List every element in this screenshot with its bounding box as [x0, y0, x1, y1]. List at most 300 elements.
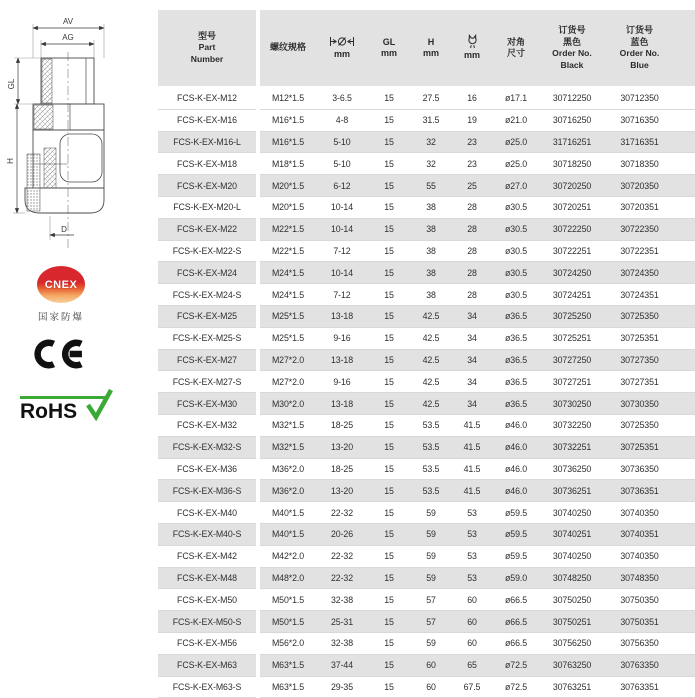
- cell-wrench-size: 23: [452, 153, 492, 175]
- cell-wrench-size: 34: [452, 327, 492, 349]
- cell-gl: 15: [368, 109, 410, 131]
- cell-h: 38: [410, 284, 452, 306]
- cell-gl: 15: [368, 589, 410, 611]
- cell-h: 57: [410, 611, 452, 633]
- col-header-thread-spec: [260, 10, 316, 87]
- cell-clamp-range: 10-14: [316, 218, 368, 240]
- header-row: [158, 10, 695, 87]
- cell-order-black: 30722251: [540, 240, 610, 262]
- cell-order-black: 30720250: [540, 175, 610, 197]
- cell-wrench-size: 41.5: [452, 480, 492, 502]
- cell-thread-spec: M16*1.5: [260, 109, 316, 131]
- cell-gl: 15: [368, 305, 410, 327]
- cell-order-black: 30740251: [540, 523, 610, 545]
- cell-wrench-size: 28: [452, 240, 492, 262]
- table-row: [158, 654, 695, 676]
- cell-diagonal: ø30.5: [492, 240, 540, 262]
- cell-part-number: FCS-K-EX-M56: [158, 632, 256, 654]
- cell-order-blue: 30718350: [610, 153, 695, 175]
- cell-diagonal: ø72.5: [492, 654, 540, 676]
- table-row: [158, 327, 695, 349]
- cell-part-number: FCS-K-EX-M48: [158, 567, 256, 589]
- cell-clamp-range: 18-25: [316, 414, 368, 436]
- cell-part-number: FCS-K-EX-M25-S: [158, 327, 256, 349]
- cell-thread-spec: M32*1.5: [260, 414, 316, 436]
- technical-drawing: [0, 4, 158, 262]
- cell-wrench-size: 34: [452, 305, 492, 327]
- cell-order-blue: 30750351: [610, 611, 695, 633]
- cell-clamp-range: 18-25: [316, 458, 368, 480]
- spec-table: [158, 10, 695, 698]
- rohs-check-icon: [84, 387, 114, 421]
- table-row: [158, 458, 695, 480]
- cell-order-blue: 30720351: [610, 196, 695, 218]
- cell-thread-spec: M20*1.5: [260, 196, 316, 218]
- cell-gl: 15: [368, 327, 410, 349]
- cnex-text: CNEX: [44, 278, 78, 291]
- header-clamp-unit: mm: [333, 49, 350, 60]
- cell-clamp-range: 32-38: [316, 632, 368, 654]
- header-gl: GL: [382, 36, 396, 47]
- cell-thread-spec: M36*2.0: [260, 480, 316, 502]
- cell-diagonal: ø30.5: [492, 218, 540, 240]
- cell-diagonal: ø66.5: [492, 611, 540, 633]
- cell-gl: 15: [368, 502, 410, 524]
- header-diag-zh1: 对角: [506, 36, 525, 47]
- col-header-diagonal: [492, 10, 540, 87]
- cell-h: 59: [410, 502, 452, 524]
- cell-order-blue: 30716350: [610, 109, 695, 131]
- table-row: [158, 87, 695, 109]
- cell-order-black: 30730250: [540, 393, 610, 415]
- cell-order-black: 30732251: [540, 436, 610, 458]
- cell-h: 27.5: [410, 87, 452, 109]
- cell-order-black: 30736251: [540, 480, 610, 502]
- cell-part-number: FCS-K-EX-M25: [158, 305, 256, 327]
- cell-order-blue: 30725350: [610, 414, 695, 436]
- cell-diagonal: ø30.5: [492, 196, 540, 218]
- col-header-wrench: [452, 10, 492, 87]
- cell-h: 59: [410, 523, 452, 545]
- cell-order-blue: 31716351: [610, 131, 695, 153]
- header-wrench-unit: mm: [463, 50, 480, 61]
- table-row: [158, 349, 695, 371]
- cell-thread-spec: M63*1.5: [260, 676, 316, 698]
- cell-clamp-range: 29-35: [316, 676, 368, 698]
- cell-thread-spec: M63*1.5: [260, 654, 316, 676]
- cell-order-blue: 30725350: [610, 305, 695, 327]
- table-row: [158, 676, 695, 698]
- cell-clamp-range: 13-18: [316, 305, 368, 327]
- col-header-clamp-range: [316, 10, 368, 87]
- cell-thread-spec: M18*1.5: [260, 153, 316, 175]
- table-row: [158, 284, 695, 306]
- cell-thread-spec: M32*1.5: [260, 436, 316, 458]
- cell-clamp-range: 6-12: [316, 175, 368, 197]
- header-black-zh2: 黑色: [562, 36, 581, 47]
- cell-thread-spec: M42*2.0: [260, 545, 316, 567]
- cell-wrench-size: 53: [452, 545, 492, 567]
- cell-wrench-size: 34: [452, 371, 492, 393]
- cell-diagonal: ø25.0: [492, 153, 540, 175]
- cell-wrench-size: 65: [452, 654, 492, 676]
- cell-thread-spec: M27*2.0: [260, 371, 316, 393]
- cell-gl: 15: [368, 131, 410, 153]
- cell-clamp-range: 22-32: [316, 502, 368, 524]
- header-black-zh1: 订货号: [558, 25, 586, 35]
- cell-part-number: FCS-K-EX-M27-S: [158, 371, 256, 393]
- cell-part-number: FCS-K-EX-M30: [158, 393, 256, 415]
- cell-wrench-size: 28: [452, 196, 492, 218]
- cell-gl: 15: [368, 87, 410, 109]
- cell-h: 32: [410, 153, 452, 175]
- cell-order-blue: 30722351: [610, 240, 695, 262]
- table-row: [158, 218, 695, 240]
- cell-wrench-size: 34: [452, 349, 492, 371]
- cell-wrench-size: 60: [452, 611, 492, 633]
- table-row: [158, 305, 695, 327]
- table-row: [158, 414, 695, 436]
- cell-part-number: FCS-K-EX-M50-S: [158, 611, 256, 633]
- cell-part-number: FCS-K-EX-M27: [158, 349, 256, 371]
- cell-diagonal: ø36.5: [492, 371, 540, 393]
- cell-diagonal: ø36.5: [492, 349, 540, 371]
- header-part-en1: Part: [198, 42, 216, 53]
- cell-wrench-size: 41.5: [452, 458, 492, 480]
- cell-h: 32: [410, 131, 452, 153]
- cell-order-blue: 30763350: [610, 654, 695, 676]
- cell-order-blue: 30725351: [610, 327, 695, 349]
- cell-part-number: FCS-K-EX-M40-S: [158, 523, 256, 545]
- cell-part-number: FCS-K-EX-M36: [158, 458, 256, 480]
- cnex-oval: [37, 266, 85, 303]
- cell-thread-spec: M12*1.5: [260, 87, 316, 109]
- clamp-range-icon: [329, 35, 355, 48]
- cell-gl: 15: [368, 414, 410, 436]
- cell-diagonal: ø17.1: [492, 87, 540, 109]
- cell-diagonal: ø46.0: [492, 458, 540, 480]
- cell-wrench-size: 60: [452, 632, 492, 654]
- cell-h: 42.5: [410, 393, 452, 415]
- cell-h: 55: [410, 175, 452, 197]
- cell-order-black: 30722250: [540, 218, 610, 240]
- cell-part-number: FCS-K-EX-M36-S: [158, 480, 256, 502]
- cell-wrench-size: 19: [452, 109, 492, 131]
- cell-clamp-range: 32-38: [316, 589, 368, 611]
- dim-label-h: H: [6, 158, 15, 164]
- wrench-icon: [465, 34, 480, 49]
- cell-wrench-size: 60: [452, 589, 492, 611]
- cell-h: 60: [410, 654, 452, 676]
- cell-wrench-size: 67.5: [452, 676, 492, 698]
- col-header-order-black: [540, 10, 610, 87]
- cell-h: 53.5: [410, 458, 452, 480]
- col-header-part-number: [158, 10, 256, 87]
- cell-order-blue: 30763351: [610, 676, 695, 698]
- cell-thread-spec: M20*1.5: [260, 175, 316, 197]
- cell-order-black: 31716251: [540, 131, 610, 153]
- cell-order-black: 30740250: [540, 545, 610, 567]
- cell-thread-spec: M22*1.5: [260, 218, 316, 240]
- cell-clamp-range: 5-10: [316, 153, 368, 175]
- header-thread: 螺纹规格: [269, 42, 306, 53]
- table-row: [158, 502, 695, 524]
- cell-wrench-size: 53: [452, 567, 492, 589]
- cell-clamp-range: 13-18: [316, 349, 368, 371]
- header-black-en2: Black: [560, 59, 584, 70]
- cell-diagonal: ø30.5: [492, 284, 540, 306]
- cell-gl: 15: [368, 240, 410, 262]
- cell-h: 59: [410, 632, 452, 654]
- cell-wrench-size: 28: [452, 262, 492, 284]
- cell-order-blue: 30730350: [610, 393, 695, 415]
- cell-order-blue: 30740350: [610, 502, 695, 524]
- cell-wrench-size: 34: [452, 393, 492, 415]
- rohs-text: RoHS: [20, 400, 78, 423]
- cell-diagonal: ø59.5: [492, 523, 540, 545]
- cell-clamp-range: 22-32: [316, 545, 368, 567]
- cell-part-number: FCS-K-EX-M63: [158, 654, 256, 676]
- cell-diagonal: ø25.0: [492, 131, 540, 153]
- cell-clamp-range: 10-14: [316, 262, 368, 284]
- cell-part-number: FCS-K-EX-M20-L: [158, 196, 256, 218]
- header-h: H: [427, 36, 435, 47]
- cell-thread-spec: M25*1.5: [260, 305, 316, 327]
- cell-part-number: FCS-K-EX-M24-S: [158, 284, 256, 306]
- cell-diagonal: ø36.5: [492, 393, 540, 415]
- cell-h: 38: [410, 240, 452, 262]
- cell-wrench-size: 53: [452, 523, 492, 545]
- cell-clamp-range: 9-16: [316, 327, 368, 349]
- cell-clamp-range: 3-6.5: [316, 87, 368, 109]
- cell-gl: 15: [368, 393, 410, 415]
- cell-clamp-range: 9-16: [316, 371, 368, 393]
- cell-clamp-range: 10-14: [316, 196, 368, 218]
- cell-order-black: 30736250: [540, 458, 610, 480]
- dim-label-gl: GL: [7, 78, 16, 90]
- cell-gl: 15: [368, 523, 410, 545]
- cell-part-number: FCS-K-EX-M32-S: [158, 436, 256, 458]
- table-row: [158, 611, 695, 633]
- cell-order-black: 30712250: [540, 87, 610, 109]
- cell-diagonal: ø72.5: [492, 676, 540, 698]
- col-header-gl: [368, 10, 410, 87]
- cell-gl: 15: [368, 262, 410, 284]
- cell-wrench-size: 53: [452, 502, 492, 524]
- cell-order-black: 30718250: [540, 153, 610, 175]
- cell-clamp-range: 37-44: [316, 654, 368, 676]
- cell-diagonal: ø66.5: [492, 589, 540, 611]
- cell-gl: 15: [368, 284, 410, 306]
- cell-h: 38: [410, 262, 452, 284]
- cell-diagonal: ø59.0: [492, 567, 540, 589]
- cell-clamp-range: 20-26: [316, 523, 368, 545]
- cell-clamp-range: 22-32: [316, 567, 368, 589]
- cell-part-number: FCS-K-EX-M40: [158, 502, 256, 524]
- cell-thread-spec: M56*2.0: [260, 632, 316, 654]
- spec-table-wrap: [158, 10, 695, 698]
- cell-order-black: 30748250: [540, 567, 610, 589]
- cell-diagonal: ø46.0: [492, 436, 540, 458]
- cell-gl: 15: [368, 676, 410, 698]
- rohs-logo: [20, 396, 106, 424]
- cell-order-blue: 30736350: [610, 458, 695, 480]
- header-blue-en1: Order No.: [619, 48, 660, 58]
- cell-thread-spec: M40*1.5: [260, 523, 316, 545]
- cell-order-blue: 30724351: [610, 284, 695, 306]
- cell-h: 42.5: [410, 371, 452, 393]
- cell-order-blue: 30725351: [610, 436, 695, 458]
- cell-order-blue: 30750350: [610, 589, 695, 611]
- cell-gl: 15: [368, 458, 410, 480]
- cell-diagonal: ø36.5: [492, 305, 540, 327]
- table-body: [158, 87, 695, 698]
- cell-wrench-size: 23: [452, 131, 492, 153]
- cell-thread-spec: M24*1.5: [260, 284, 316, 306]
- cell-order-blue: 30748350: [610, 567, 695, 589]
- cell-part-number: FCS-K-EX-M22: [158, 218, 256, 240]
- cell-h: 31.5: [410, 109, 452, 131]
- cell-wrench-size: 41.5: [452, 414, 492, 436]
- table-row: [158, 175, 695, 197]
- cell-order-blue: 30740351: [610, 523, 695, 545]
- table-row: [158, 196, 695, 218]
- table-row: [158, 262, 695, 284]
- table-row: [158, 589, 695, 611]
- cell-gl: 15: [368, 632, 410, 654]
- header-blue-zh2: 蓝色: [630, 36, 649, 47]
- cell-clamp-range: 13-18: [316, 393, 368, 415]
- cell-thread-spec: M16*1.5: [260, 131, 316, 153]
- cell-clamp-range: 7-12: [316, 284, 368, 306]
- cell-h: 53.5: [410, 414, 452, 436]
- cell-order-black: 30756250: [540, 632, 610, 654]
- cell-clamp-range: 4-8: [316, 109, 368, 131]
- cell-part-number: FCS-K-EX-M32: [158, 414, 256, 436]
- header-blue-en2: Blue: [630, 59, 649, 70]
- header-part-en2: Number: [190, 53, 224, 64]
- cell-wrench-size: 16: [452, 87, 492, 109]
- cell-order-black: 30716250: [540, 109, 610, 131]
- cell-h: 53.5: [410, 480, 452, 502]
- cell-thread-spec: M40*1.5: [260, 502, 316, 524]
- cell-order-black: 30727251: [540, 371, 610, 393]
- cell-order-black: 30724251: [540, 284, 610, 306]
- cnex-logo: [26, 266, 96, 323]
- cell-gl: 15: [368, 611, 410, 633]
- cell-part-number: FCS-K-EX-M16-L: [158, 131, 256, 153]
- header-diag-zh2: 尺寸: [506, 48, 525, 58]
- cell-h: 42.5: [410, 305, 452, 327]
- cell-h: 57: [410, 589, 452, 611]
- cell-thread-spec: M27*2.0: [260, 349, 316, 371]
- cell-order-blue: 30712350: [610, 87, 695, 109]
- cell-order-black: 30720251: [540, 196, 610, 218]
- col-header-order-blue: [610, 10, 695, 87]
- cell-order-blue: 30756350: [610, 632, 695, 654]
- cell-gl: 15: [368, 218, 410, 240]
- cell-order-blue: 30727350: [610, 349, 695, 371]
- cell-diagonal: ø46.0: [492, 414, 540, 436]
- table-row: [158, 436, 695, 458]
- cell-part-number: FCS-K-EX-M16: [158, 109, 256, 131]
- cell-part-number: FCS-K-EX-M63-S: [158, 676, 256, 698]
- cell-order-blue: 30727351: [610, 371, 695, 393]
- header-black-en1: Order No.: [552, 48, 592, 58]
- cell-part-number: FCS-K-EX-M18: [158, 153, 256, 175]
- cell-gl: 15: [368, 654, 410, 676]
- header-part-zh: 型号: [197, 30, 216, 41]
- header-blue-zh1: 订货号: [625, 25, 653, 35]
- table-row: [158, 480, 695, 502]
- table-row: [158, 153, 695, 175]
- cell-clamp-range: 5-10: [316, 131, 368, 153]
- table-row: [158, 109, 695, 131]
- cell-thread-spec: M50*1.5: [260, 611, 316, 633]
- table-row: [158, 632, 695, 654]
- cell-gl: 15: [368, 371, 410, 393]
- cell-order-blue: 30722350: [610, 218, 695, 240]
- cell-h: 38: [410, 218, 452, 240]
- cell-part-number: FCS-K-EX-M24: [158, 262, 256, 284]
- cell-diagonal: ø59.5: [492, 502, 540, 524]
- cell-gl: 15: [368, 153, 410, 175]
- col-header-h: [410, 10, 452, 87]
- table-row: [158, 393, 695, 415]
- cell-part-number: FCS-K-EX-M20: [158, 175, 256, 197]
- cell-thread-spec: M36*2.0: [260, 458, 316, 480]
- table-row: [158, 240, 695, 262]
- table-row: [158, 371, 695, 393]
- cell-thread-spec: M25*1.5: [260, 327, 316, 349]
- cell-part-number: FCS-K-EX-M42: [158, 545, 256, 567]
- cell-thread-spec: M48*2.0: [260, 567, 316, 589]
- table-row: [158, 131, 695, 153]
- cell-diagonal: ø59.5: [492, 545, 540, 567]
- cell-order-black: 30740250: [540, 502, 610, 524]
- cell-gl: 15: [368, 349, 410, 371]
- cell-order-black: 30724250: [540, 262, 610, 284]
- cell-order-blue: 30736351: [610, 480, 695, 502]
- cell-wrench-size: 28: [452, 218, 492, 240]
- header-gl-unit: mm: [380, 48, 397, 58]
- cell-part-number: FCS-K-EX-M50: [158, 589, 256, 611]
- cell-h: 60: [410, 676, 452, 698]
- cell-diagonal: ø46.0: [492, 480, 540, 502]
- cell-part-number: FCS-K-EX-M22-S: [158, 240, 256, 262]
- left-panel: [0, 0, 158, 698]
- cell-clamp-range: 25-31: [316, 611, 368, 633]
- cell-h: 59: [410, 567, 452, 589]
- cell-wrench-size: 25: [452, 175, 492, 197]
- cell-gl: 15: [368, 175, 410, 197]
- cell-order-black: 30727250: [540, 349, 610, 371]
- cell-gl: 15: [368, 196, 410, 218]
- cell-diagonal: ø36.5: [492, 327, 540, 349]
- cnex-caption: 国家防爆: [37, 312, 84, 323]
- cell-h: 38: [410, 196, 452, 218]
- cell-order-black: 30725250: [540, 305, 610, 327]
- cell-order-black: 30763251: [540, 676, 610, 698]
- cell-thread-spec: M30*2.0: [260, 393, 316, 415]
- cell-clamp-range: 13-20: [316, 480, 368, 502]
- table-row: [158, 523, 695, 545]
- cell-order-black: 30732250: [540, 414, 610, 436]
- cell-gl: 15: [368, 567, 410, 589]
- cell-h: 59: [410, 545, 452, 567]
- dim-label-av: AV: [62, 17, 74, 26]
- cell-gl: 15: [368, 436, 410, 458]
